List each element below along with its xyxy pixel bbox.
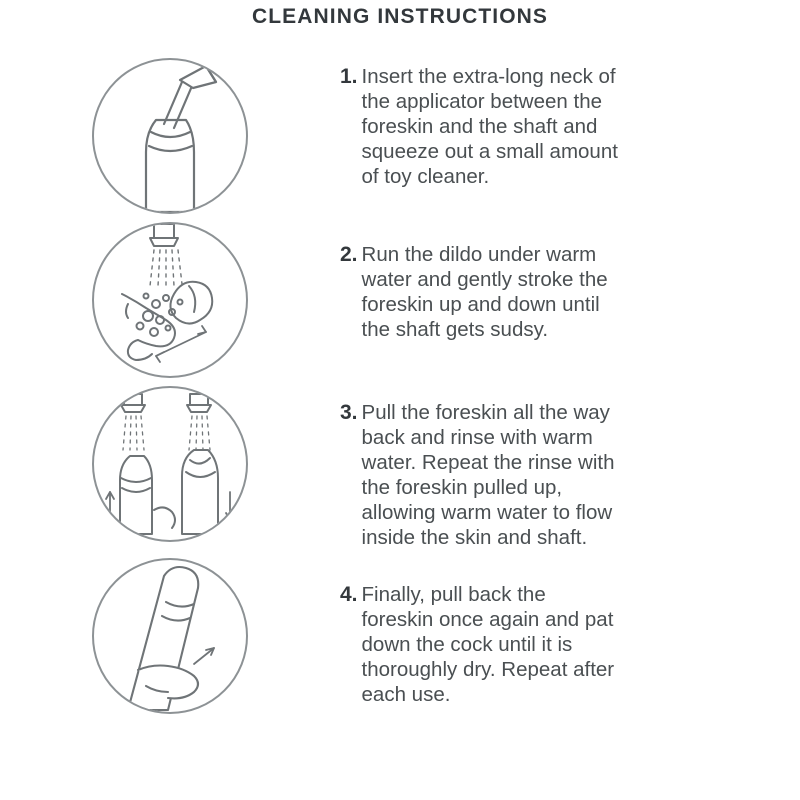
step-illustration-wrapper: [0, 54, 340, 214]
step-text: Finally, pull back the foreskin once again and pat down the cock until it is thoroughly dry. Repeat after each use.: [361, 583, 615, 706]
step-text: Insert the extra-long neck of the applicator between the foreskin and the shaft and squeeze out a small amount of toy cleaner.: [361, 65, 618, 188]
step-text-block: [340, 386, 800, 550]
step-text: Pull the foreskin all the way back and rinse with warm water. Repeat the rinse with the foreskin pulled up, allowing warm water to flow inside the skin and shaft.: [361, 401, 615, 549]
step-number: 1.: [340, 65, 358, 88]
step-text-block: [340, 54, 800, 189]
instruction-step: [0, 386, 800, 550]
instruction-step: [0, 222, 800, 378]
step-text-block: [340, 558, 800, 707]
step-text: Run the dildo under warm water and gently stroke the foreskin up and down until the shaft gets sudsy.: [361, 243, 608, 341]
steps-list: [0, 54, 800, 714]
step-number: 2.: [340, 243, 358, 266]
page-title: CLEANING INSTRUCTIONS: [251, 5, 549, 28]
step-illustration-wrapper: [0, 558, 340, 714]
instruction-step: [0, 54, 800, 214]
step-number: 3.: [340, 401, 358, 424]
step-illustration-wrapper: [0, 222, 340, 378]
two-shower-rinse-positions-icon: [92, 386, 248, 542]
step-text-block: [340, 222, 800, 342]
hand-washing-under-shower-with-suds-icon: [92, 222, 248, 378]
instruction-step: [0, 558, 800, 714]
hand-patting-dry-icon: [92, 558, 248, 714]
step-number: 4.: [340, 583, 358, 606]
step-illustration-wrapper: [0, 386, 340, 542]
applicator-nozzle-inserted-under-foreskin-icon: [92, 58, 248, 214]
